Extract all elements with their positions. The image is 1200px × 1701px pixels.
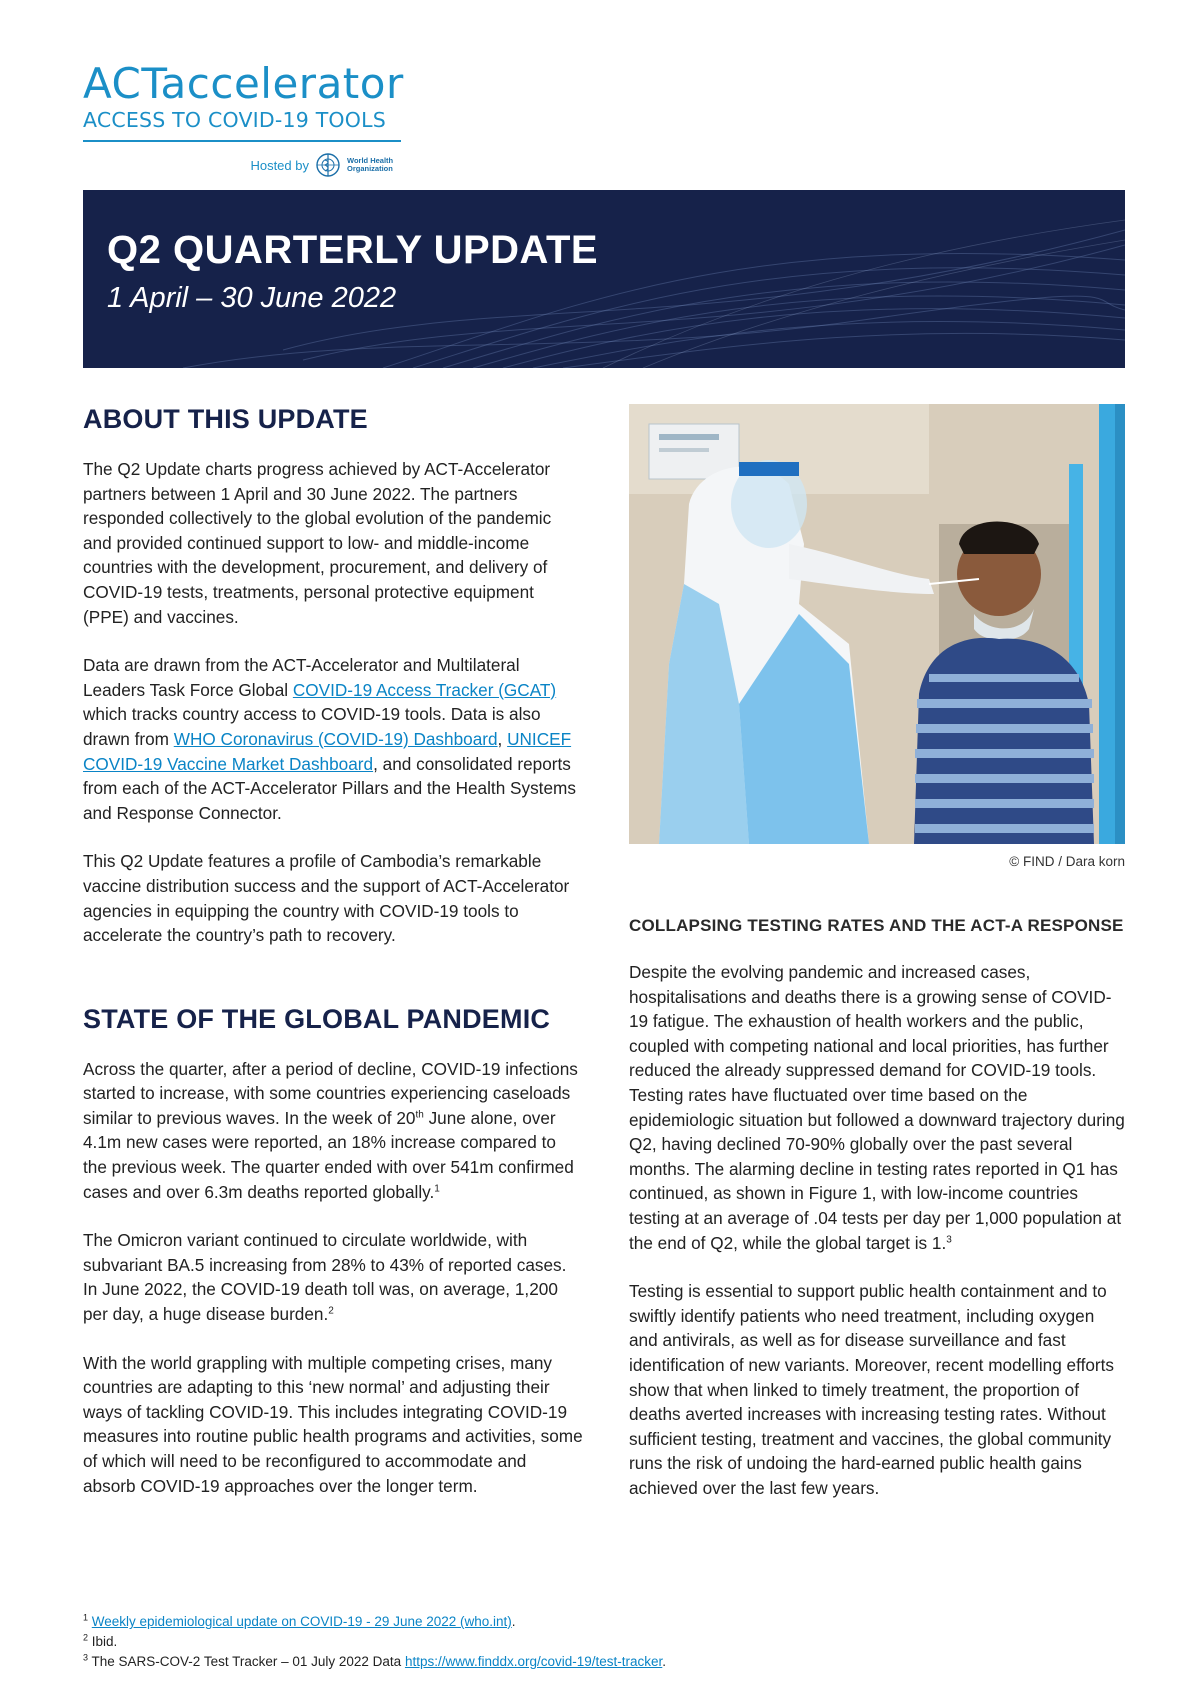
hosted-by-label: Hosted by [250,157,309,173]
testing-photo [629,404,1125,844]
pandemic-p1-text-b: June alone, over 4.1m new cases were reported, an 18% increase compared to the previous week. The quarter ended with over 541m confirmed cases and over 6.3m deaths reported globally. [83,1107,574,1202]
title-banner [83,190,1125,368]
footnote-3 [83,1652,983,1672]
gcat-link[interactable]: COVID-19 Access Tracker (GCAT) [292,679,557,700]
who-line2: Organization [347,164,393,173]
pandemic-p2-text: The Omicron variant continued to circulate worldwide, with subvariant BA.5 increasing from 28% to 43% of reported cases. In June 2022, the COVID-19 death toll was, on average, 1,200 per day, a huge disease burden. [83,1230,567,1325]
pandemic-paragraph-2 [83,1228,583,1326]
testing-heading: COLLAPSING TESTING RATES AND THE ACT-A RESPONSE [629,916,1124,935]
testing-p1-text: Despite the evolving pandemic and increased cases, hospitalisations and deaths there is a growing sense of COVID-19 fatigue. The exhaustion of health workers and the public, coupled with competing national and local priorities, has further reduced the already suppressed demand for COVID-19 tools. Testing rates have fluctuated over time based on the epidemiologic situation but followed a downward trajectory during Q2, having declined 70-90% globally over the past several months. The alarming decline in testing rates reported in Q1 has continued, as shown in Figure 1, with low-income countries testing at an average of .04 tests per day per 1,000 population at the end of Q2, while the global target is 1. [629,962,1125,1253]
footnote-1-number: 1 [83,1612,89,1623]
logo-accelerator: accelerator [160,59,404,108]
banner-title: Q2 QUARTERLY UPDATE [107,228,599,272]
footnote-2-text: Ibid. [91,1634,118,1649]
who-dashboard-link[interactable]: WHO Coronavirus (COVID-19) Dashboard [173,728,498,749]
unicef-dashboard-link[interactable]: UNICEF COVID-19 Vaccine Market Dashboard [83,728,572,774]
testing-paragraph-1 [629,960,1125,1255]
footnote-ref-1: 1 [434,1182,440,1194]
pandemic-paragraph-3: With the world grappling with multiple competing crises, many countries are adapting to this ‘new normal’ and adjusting their ways of tackling COVID-19. This includes integrating COVID-19 measures into routine public health programs and activities, some of which will need to be reconfigured to accommodate and absorb COVID-19 approaches over the longer term. [83,1352,583,1496]
hosted-by [250,150,401,180]
logo-subtitle: ACCESS TO COVID-19 TOOLS [83,108,386,132]
pandemic-paragraph-1 [83,1057,583,1205]
logo-rule [83,140,401,142]
logo-wordmark [83,59,404,108]
finddx-test-tracker-link[interactable]: https://www.finddx.org/covid-19/test-tracker [404,1654,663,1669]
pandemic-p1-text-a: Across the quarter, after a period of decline, COVID-19 infections started to increase, with some countries experiencing caseloads similar to previous waves. In the week of 20 [83,1058,578,1128]
about-p2-text-c: , [497,728,508,749]
footnote-3-number: 3 [83,1652,89,1663]
footnote-ref-2: 2 [328,1305,334,1317]
about-paragraph-2 [83,653,583,825]
ordinal-suffix: th [415,1109,424,1121]
photo-illustration [629,404,1125,844]
footnote-1 [83,1612,983,1632]
logo-act: ACT [83,59,161,108]
footnote-3-end: . [662,1654,667,1669]
act-accelerator-logo [83,59,404,173]
pandemic-heading: STATE OF THE GLOBAL PANDEMIC [83,1003,551,1034]
banner-dates: 1 April – 30 June 2022 [107,282,397,314]
footnotes [83,1612,983,1672]
footnote-3-text: The SARS-COV-2 Test Tracker – 01 July 2022 Data [91,1654,405,1669]
who-wordmark [347,157,401,174]
banner-waves [83,190,1125,368]
about-p2-text-d: , and consolidated reports from each of the ACT-Accelerator Pillars and the Health Systems and Response Connector. [83,753,576,823]
about-paragraph-1: The Q2 Update charts progress achieved by ACT-Accelerator partners between 1 April and 30 June 2022. The partners responded collectively to the global evolution of the pandemic and provided continued support to low- and middle-income countries with the development, procurement, and delivery of COVID-19 tests, treatments, personal protective equipment (PPE) and vaccines. [83,459,552,627]
footnote-ref-3: 3 [946,1233,952,1245]
right-column [629,404,1125,1500]
testing-paragraph-2: Testing is essential to support public health containment and to swiftly identify patients who need treatment, including oxygen and antivirals, as well as for disease surveillance and fast identification of new variants. Moreover, recent modelling efforts show that when linked to timely treatment, the proportion of deaths averted increases with increasing testing rates. Without sufficient testing, treatment and vaccines, the global community runs the risk of undoing the hard-earned public health gains achieved over the last few years. [629,1281,1115,1498]
footnote-2 [83,1632,983,1652]
footnote-1-end: . [511,1614,516,1629]
photo-credit: © FIND / Dara korn [1009,854,1125,869]
about-p2-text-a: Data are drawn from the ACT-Accelerator and Multilateral Leaders Task Force Global [83,655,520,700]
footnote-2-number: 2 [83,1632,89,1643]
about-p2-text-b: which tracks country access to COVID-19 tools. Data is also drawn from [83,704,541,749]
left-column [83,404,583,1498]
who-emblem-icon [315,152,341,178]
about-heading: ABOUT THIS UPDATE [83,404,368,434]
who-weekly-update-link[interactable]: Weekly epidemiological update on COVID-19 - 29 June 2022 (who.int) [91,1614,512,1629]
about-paragraph-3: This Q2 Update features a profile of Cambodia’s remarkable vaccine distribution success and the support of ACT-Accelerator agencies in equipping the country with COVID-19 tools to accelerate the country’s path to recovery. [83,851,570,946]
who-line1: World Health [347,155,394,165]
